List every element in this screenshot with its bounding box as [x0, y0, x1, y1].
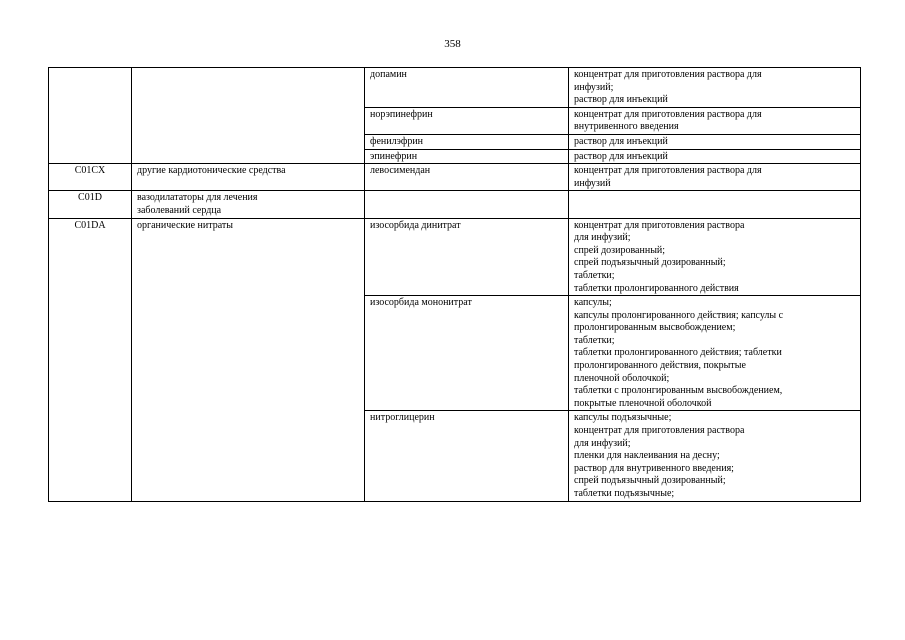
dosage-form-line: таблетки; [574, 334, 615, 346]
forms-cell [569, 191, 861, 218]
atc-code-cell [49, 164, 132, 191]
drug-cell [365, 218, 569, 296]
drug-name: эпинефрин [370, 150, 418, 162]
forms-cell [569, 411, 861, 501]
dosage-form-line: капсулы подъязычные; [574, 412, 672, 424]
dosage-form-line: концентрат для приготовления раствора для [574, 165, 762, 177]
drug-cell [365, 411, 569, 501]
drug-name: изосорбида динитрат [370, 219, 461, 231]
dosage-form-line: раствор для внутривенного введения; [574, 462, 734, 474]
group-cell [132, 164, 365, 191]
group-name-line: органические нитраты [137, 219, 234, 231]
dosage-form-line: концентрат для приготовления раствора для [574, 69, 762, 80]
dosage-form-line: таблетки подъязычные; [574, 488, 675, 499]
atc-code-cell [49, 68, 132, 164]
dosage-form-line: концентрат для приготовления раствора [574, 425, 745, 437]
forms-cell [569, 134, 861, 149]
drug-name: норэпинефрин [370, 108, 433, 120]
drug-cell [365, 107, 569, 134]
atc-code-cell [49, 191, 132, 218]
forms-cell [569, 296, 861, 411]
dosage-form-line: спрей подъязычный дозированный; [574, 475, 726, 487]
dosage-form-line: раствор для инъекций [574, 150, 668, 162]
dosage-form-line: пролонгированного действия, покрытые [574, 360, 746, 372]
atc-code: C01DA [74, 219, 106, 231]
dosage-form-line: пленочной оболочкой; [574, 372, 670, 384]
dosage-form-line: таблетки; [574, 269, 615, 281]
drug-table [48, 67, 861, 502]
forms-cell [569, 68, 861, 108]
dosage-form-line: таблетки пролонгированного действия [574, 282, 739, 294]
dosage-form-line: концентрат для приготовления раствора [574, 219, 745, 231]
drug-name: нитроглицерин [370, 412, 435, 424]
dosage-form-line: раствор для инъекций [574, 94, 668, 106]
dosage-form-line: капсулы; [574, 297, 612, 309]
drug-cell [365, 68, 569, 108]
dosage-form-line: инфузий [574, 177, 611, 189]
page-number: 358 [444, 38, 461, 50]
table-row [49, 68, 861, 108]
dosage-form-line: таблетки с пролонгированным высвобождением, [574, 385, 783, 397]
table-row [49, 191, 861, 218]
dosage-form-line: раствор для инъекций [574, 135, 668, 147]
atc-code: C01D [78, 192, 102, 204]
group-cell [132, 68, 365, 164]
table-row [49, 218, 861, 296]
group-cell [132, 191, 365, 218]
dosage-form-line: для инфузий; [574, 232, 631, 244]
drug-cell [365, 296, 569, 411]
dosage-form-line: инфузий; [574, 81, 614, 93]
dosage-form-line: таблетки пролонгированного действия; таблетки [574, 347, 782, 359]
atc-code: C01CX [74, 165, 106, 177]
dosage-form-line: спрей дозированный; [574, 244, 666, 256]
dosage-form-line: концентрат для приготовления раствора для [574, 108, 762, 120]
table-row [49, 164, 861, 191]
drug-name: фенилэфрин [370, 135, 424, 147]
forms-cell [569, 149, 861, 164]
dosage-form-line: капсулы пролонгированного действия; капсулы с [574, 309, 784, 321]
dosage-form-line: покрытые пленочной оболочкой [574, 397, 712, 409]
dosage-form-line: для инфузий; [574, 437, 631, 449]
group-name-line: заболеваний сердца [137, 204, 222, 216]
group-cell [132, 218, 365, 501]
drug-cell [365, 164, 569, 191]
drug-name: изосорбида мононитрат [370, 297, 472, 309]
drug-cell [365, 149, 569, 164]
forms-cell [569, 107, 861, 134]
drug-cell [365, 134, 569, 149]
dosage-form-line: пленки для наклеивания на десну; [574, 450, 720, 462]
drug-cell [365, 191, 569, 218]
drug-name: левосимендан [370, 165, 431, 177]
dosage-form-line: внутривенного введения [574, 121, 679, 133]
dosage-form-line: пролонгированным высвобождением; [574, 322, 736, 334]
atc-code-cell [49, 218, 132, 501]
group-name-line: вазодилататоры для лечения [137, 192, 258, 204]
group-name-line: другие кардиотонические средства [137, 165, 286, 177]
dosage-form-line: спрей подъязычный дозированный; [574, 257, 726, 269]
forms-cell [569, 164, 861, 191]
forms-cell [569, 218, 861, 296]
drug-name: допамин [370, 69, 407, 80]
